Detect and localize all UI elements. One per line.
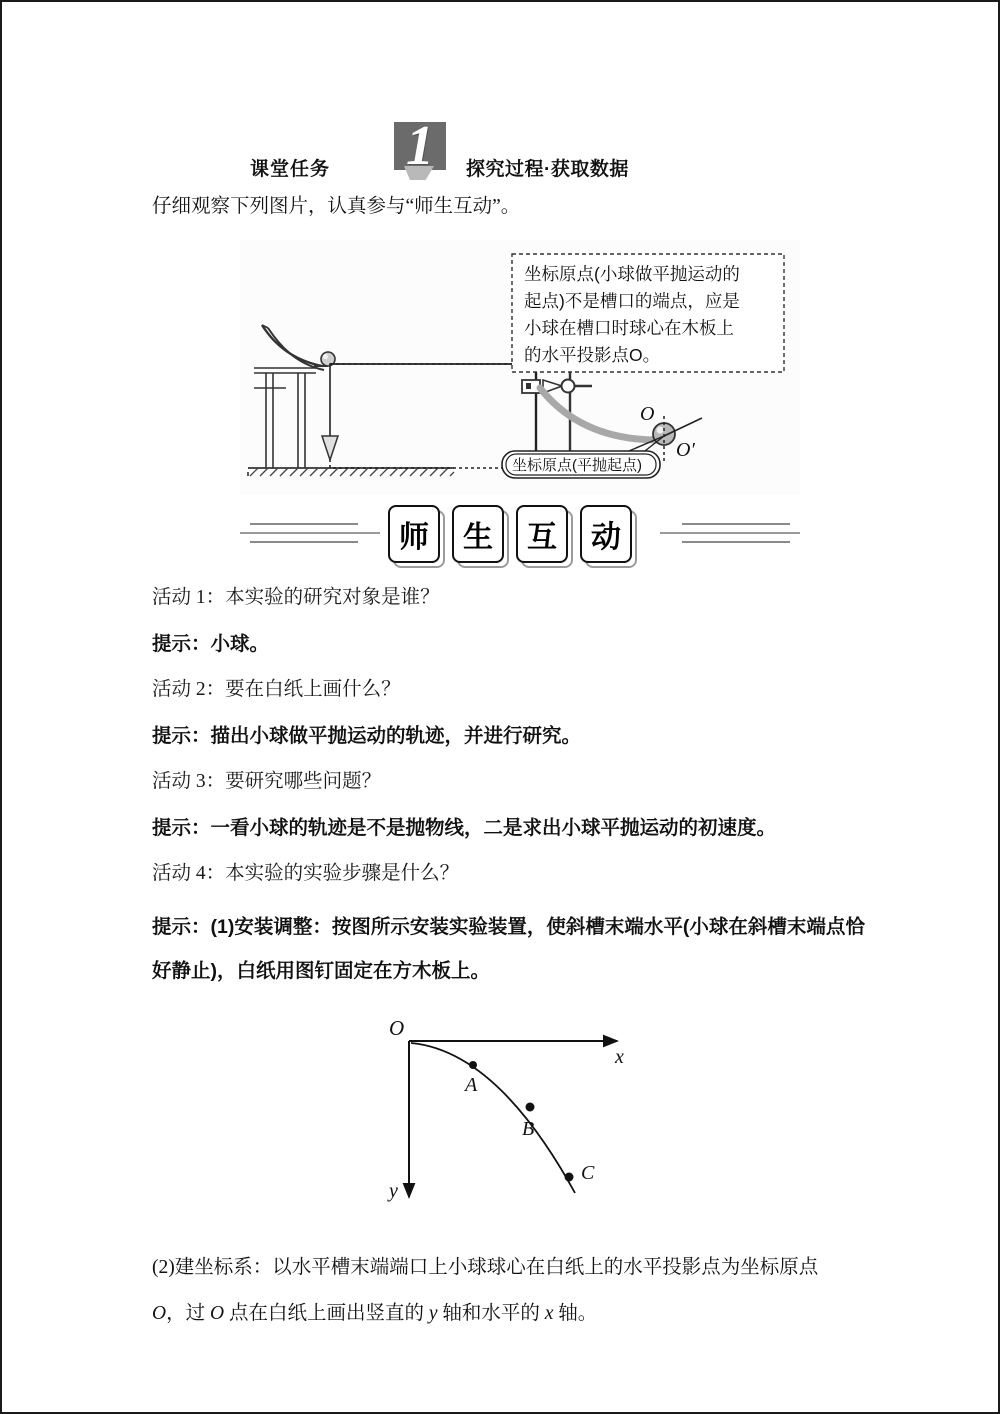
activity-4-hint: 提示：(1)安装调整：按图所示安装实验装置，使斜槽末端水平(小球在斜槽末端点恰好静止)，白纸用图钉固定在方木板上。: [152, 916, 865, 982]
footer-O-2: O: [209, 1303, 225, 1324]
apparatus-figure: [240, 240, 800, 495]
activity-3-question: 活动 3：要研究哪些问题？: [152, 771, 382, 792]
task-header: [194, 112, 872, 184]
badge-number: 1: [406, 115, 434, 177]
clamp-knob: [562, 380, 575, 393]
trajectory-figure: [152, 1007, 872, 1229]
plumb-bob: [322, 436, 338, 460]
activity-1-question: 活动 1：本实验的研究对象是谁？: [152, 587, 440, 608]
banner-rule-top: [682, 523, 790, 525]
point-label-C: C: [581, 1162, 595, 1184]
banner-rules-left: [240, 521, 380, 547]
point-label-A: A: [465, 1074, 478, 1096]
banner-rule-bottom: [682, 541, 790, 543]
activity-4-question: 活动 4：本实验的实验步骤是什么？: [152, 863, 460, 884]
pill-label: 坐标原点(平抛起点): [512, 457, 642, 474]
clamp-inner: [526, 383, 531, 389]
activity-2-hint: 提示：描出小球做平抛运动的轨迹，并进行研究。: [152, 725, 582, 747]
origin-label-O: O: [640, 403, 655, 425]
callout-line-2: 起点)不是槽口的端点，应是: [524, 291, 740, 311]
callout-line-3: 小球在槽口时球心在木板上: [524, 318, 734, 338]
activity-2-question: 活动 2：要在白纸上画什么？: [152, 679, 401, 700]
footer-x-axis: x: [544, 1303, 554, 1324]
footer-paragraph: [152, 1245, 872, 1337]
tile-char: 生: [452, 505, 504, 563]
footer-line-1: (2)建坐标系：以水平槽末端端口上小球球心在白纸上的水平投影点为坐标原点: [152, 1257, 819, 1278]
apparatus-svg: [240, 240, 800, 495]
banner-tile-2: [452, 505, 502, 561]
point-label-B: B: [522, 1118, 535, 1140]
footer-text-2: 点在白纸上画出竖直的: [224, 1303, 429, 1324]
paper-outline: [330, 364, 536, 468]
footer-y-axis: y: [428, 1303, 438, 1324]
banner-tile-4: [580, 505, 630, 561]
banner-rules-right: [660, 521, 800, 547]
origin-prime-label: O′: [676, 439, 695, 461]
callout-line-1: 坐标原点(小球做平抛运动的: [524, 264, 740, 284]
activity-1-hint: 提示：小球。: [152, 633, 270, 655]
task-number-badge: [394, 115, 446, 177]
origin-label: O: [389, 1016, 405, 1040]
trajectory-point-C: [565, 1173, 574, 1182]
detail-ball-highlight: [656, 426, 663, 433]
trajectory-point-B: [526, 1103, 535, 1112]
footer-O-1: O: [152, 1303, 167, 1324]
trajectory-svg: [367, 1007, 657, 1229]
task-label: 课堂任务: [250, 159, 331, 180]
trajectory-curve: [411, 1043, 575, 1193]
callout-line-4: 的水平投影点O。: [524, 345, 661, 365]
tile-char: 动: [580, 505, 632, 563]
x-axis-label: x: [615, 1046, 624, 1068]
banner-rule-mid: [240, 532, 380, 534]
footer-text-1: ，过: [166, 1303, 210, 1324]
tile-char: 师: [388, 505, 440, 563]
banner-tile-3: [516, 505, 566, 561]
banner-rule-bottom: [250, 541, 358, 543]
footer-text-4: 轴。: [553, 1303, 598, 1324]
banner-rule-mid: [660, 532, 800, 534]
table-support: [254, 368, 316, 468]
activity-3-hint: 提示：一看小球的轨迹是不是抛物线，二是求出小球平抛运动的初速度。: [152, 817, 777, 839]
footer-text-3: 轴和水平的: [437, 1303, 545, 1324]
intro-paragraph: 仔细观察下列图片，认真参与“师生互动”。: [152, 196, 521, 217]
task-title: 探究过程·获取数据: [466, 159, 629, 180]
y-axis-label: y: [389, 1180, 398, 1202]
ground-hatch: [248, 468, 454, 476]
banner-tiles: [388, 505, 630, 561]
tile-char: 互: [516, 505, 568, 563]
banner-tile-1: [388, 505, 438, 561]
interaction-banner: [240, 505, 800, 567]
document-content: [152, 112, 872, 1337]
banner-rule-top: [250, 523, 358, 525]
trajectory-point-A: [469, 1061, 477, 1069]
ball-highlight: [323, 354, 328, 359]
